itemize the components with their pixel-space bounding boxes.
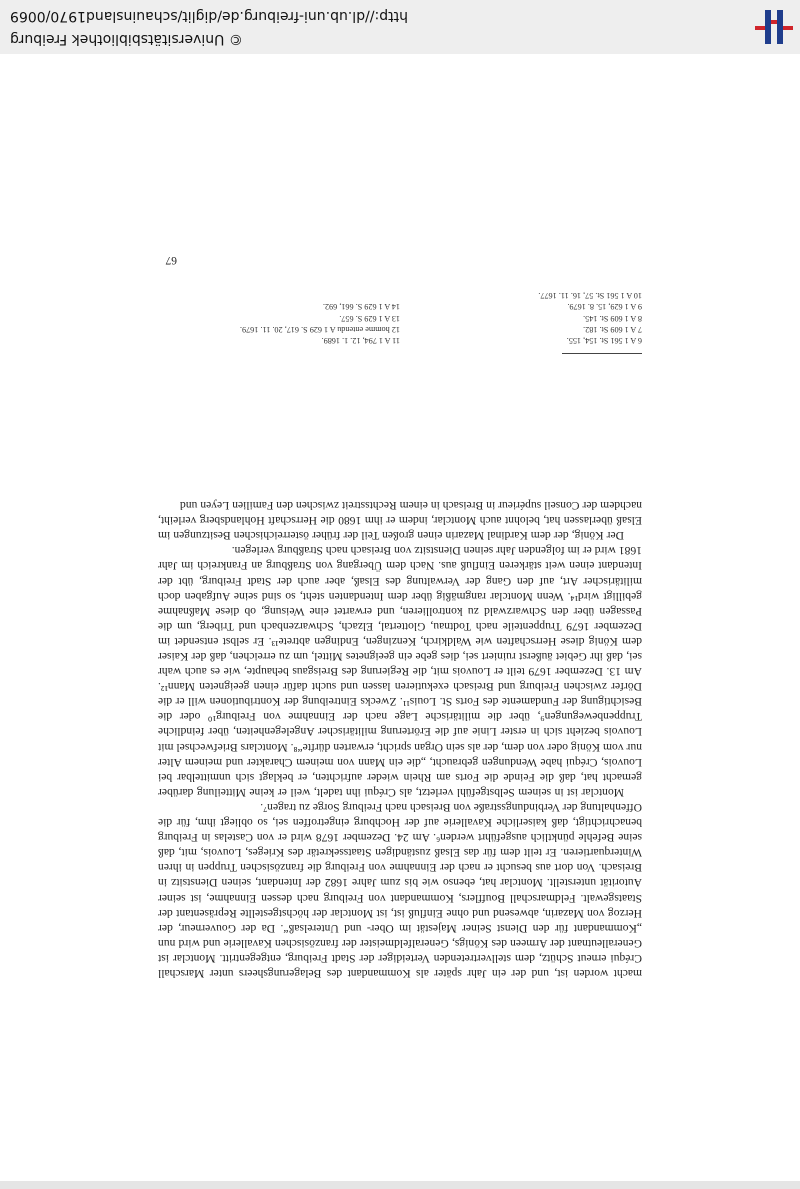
- source-url[interactable]: http://dl.ub.uni-freiburg.de/diglit/schauinsland1970/0069: [10, 8, 408, 24]
- paragraph: Der König, der dem Kardinal Mazarin einen großen Teil der früher österreichischen Besitzungen im Elsaß überlassen hat, belohnt auch Montclar, indem er ihm 1680 die Herrschaft Hohlandsberg verleiht, nachdem der Conseil supérieur in Breisach in einem Rechtsstreit zwischen den Familien Leyen und: [158, 499, 642, 543]
- copyright-text: © Universitätsbibliothek Freiburg: [10, 31, 243, 47]
- paragraph: Montclar ist in seinem Selbstgefühl verletzt, als Créqui ihn tadelt, weil er keine Mitteilung darüber gemacht hat, daß die Feinde die Forts am Rhein wieder aufrichten, er beklagt sich unmittelbar bei Louvois, Créqui habe Wendungen gebraucht, „die ein Mann von meinem Charakter und meinem Alter nur vom König oder von dem, der als sein Organ spricht, erwarten dürfte“⁸. Montclars Briefwechsel mit Louvois bezieht sich in erster Linie auf die Erörterung militärischer Angelegenheiten, über feindliche Truppenbewegungen⁹, über die militärische Lage nach der Einnahme von Freiburg¹⁰ oder die Besichtigung der Fundamente des Forts St. Louis¹¹. Zwecks Eintreibung der Kontributionen will er die Dörfer zwischen Freiburg und Breisach exekutieren lassen und sucht dafür einen geeigneten Mann¹². Am 13. Dezember 1679 teilt er Louvois mit, die Regierung des Breisgaus behaupte, wie es auch wahr sei, daß ihr Gebiet äußerst ruiniert sei, dies gebe ein geeignetes Mittel, um zu erreichen, daß der Kaiser dem König diese Herrschaften wie Waldkirch, Kenzingen, Endingen abtrete¹³. Er selbst entsendet im Dezember 1679 Truppenteile nach Todtnau, Glottertal, Elzach, Schwarzenbach und Triberg, um die Passagen über den Schwarzwald zu kontrollieren, und erwartet eine Weisung, ob diese Maßnahme gebilligt wird¹⁴. Wenn Montclar rangmäßig über dem Intendanten steht, so sind seine Aufgaben doch militärischer Art, auf den Gang der Verwaltung des Elsaß, aber auch der Stadt Freiburg, übt der Intendant einen weit stärkeren Einfluß aus. Nach dem Übergang von Straßburg an Frankreich im Jahr 1681 wird er im folgenden Jahr seinen Dienstsitz von Breisach nach Straßburg verlegen.: [158, 544, 642, 799]
- footnote: 11 A 1 794, 12. 1. 1689.: [321, 336, 400, 345]
- footnote: 9 A 1 629, 15. 8. 1679.: [567, 302, 642, 312]
- body-text: [158, 498, 642, 981]
- footnote: 13 A 1 629 S. 657.: [339, 313, 400, 323]
- footnote: [158, 290, 400, 301]
- viewer-bottom-strip: [0, 1181, 800, 1189]
- footnotes: [158, 290, 642, 346]
- footnote: 7 A 1 609 St. 182.: [583, 324, 642, 334]
- footnote: 12 homme entendu A 1 629 S. 617, 20. 11. 1679.: [239, 324, 400, 334]
- footnote-row: [158, 335, 642, 346]
- university-library-logo-icon: [749, 0, 797, 44]
- footnote: 10 A 1 561 St. 57, 16. 11. 1677.: [538, 291, 642, 301]
- footnote-divider: [562, 353, 642, 354]
- footnote-row: [158, 301, 642, 312]
- paragraph: macht worden ist, und der ein Jahr später als Kommandant des Belagerungsheers unter Marschall Créqui erneut Schütz, dem stellvertretenden Verteidiger der Stadt Freiburg, entgegentritt. Montclar ist Generalleutnant der Armeen des Königs, Generalfeldmeister der französischen Kavallerie und wird nun „Kommandant für den Dienst Seiner Majestät im Ober- und Unterelsaß“. Da der Gouverneur, der Herzog von Mazarin, abwesend und ohne Einfluß ist, ist Montclar der höchstgestellte Repräsentant der Staatsgewalt. Feldmarschall Boufflers, Kommandant von Freiburg nach dessen Einnahme, ist seiner Autorität unterstellt. Montclar hat, ebenso wie bis zum Jahre 1682 der Intendant, seinen Dienstsitz in Breisach. Von dort aus besucht er nach der Einnahme von Freiburg die französischen Truppen in ihren Winterquartieren. Er teilt dem für das Elsaß zuständigen Staatssekretär des Krieges, Louvois, mit, daß seine Befehle pünktlich ausgeführt werden⁶. Am 24. Dezember 1678 wird er von Castelas in Freiburg benachrichtigt, daß kaiserliche Kavallerie auf der Hochburg eingetroffen sei, so obliegt ihm, für die Offenhaltung der Verbindungsstraße von Breisach nach Freiburg Sorge zu tragen⁷.: [158, 800, 642, 980]
- header-text: [10, 0, 730, 54]
- footnote-row: [158, 324, 642, 335]
- footnote-row: [158, 290, 642, 301]
- footnote: 14 A 1 629 S. 661, 692.: [322, 302, 400, 312]
- footnote: 6 A 1 561 St. 154, 155.: [566, 336, 642, 345]
- library-header: [0, 0, 800, 54]
- page-number: 67: [165, 254, 177, 266]
- footnote: 8 A 1 609 St. 145.: [583, 313, 642, 323]
- footnote-row: [158, 312, 642, 323]
